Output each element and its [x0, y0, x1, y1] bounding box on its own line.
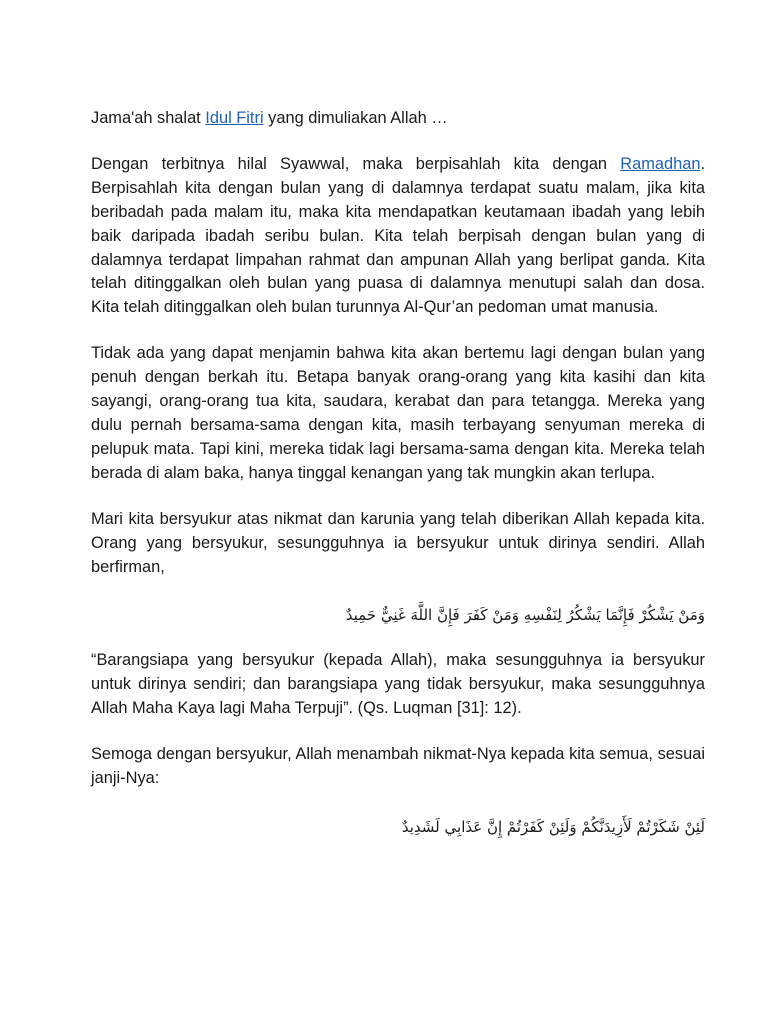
paragraph-2: Tidak ada yang dapat menjamin bahwa kita akan bertemu lagi dengan bulan yang penuh dengan berkah itu. Betapa banyak orang-orang yang kita kasihi dan kita sayangi, orang-orang tua kita, saudara, kerabat dan para tetangga. Mereka yang dulu pernah bersama-sama dengan kita, masih terbayang senyuman mereka di pelupuk mata. Tapi kini, mereka tidak lagi bersama-sama dengan kita. Mereka telah berada di alam baka, hanya tinggal kenangan yang tak mungkin akan terlupa. — [91, 344, 705, 482]
idul-fitri-link[interactable]: Idul Fitri — [205, 109, 264, 127]
ramadhan-link[interactable]: Ramadhan — [620, 154, 701, 173]
arabic-verse-2: لَئِنْ شَكَرْتُمْ لَأَزِيدَنَّكُمْ وَلَئِنْ كَفَرْتُمْ إِنَّ عَذَابِي لَشَدِيدٌ — [401, 817, 705, 836]
arabic-verse-1: وَمَنْ يَشْكُرْ فَإِنَّمَا يَشْكُرُ لِنَفْسِهِ وَمَنْ كَفَرَ فَإِنَّ اللَّهَ غَنِيٌّ حَمِيدٌ — [345, 606, 705, 625]
paragraph-1-suffix: . Berpisahlah kita dengan bulan yang di dalamnya terdapat suatu malam, jika kita beribadah pada malam itu, maka kita mendapatkan keutamaan ibadah yang lebih baik daripada ibadah seribu bulan. Kita telah berpisah dengan bulan yang di dalamnya terdapat limpahan rahmat dan ampunan Allah yang berlipat ganda. Kita telah ditinggalkan oleh bulan yang puasa di dalamnya menutupi salah dan dosa. Kita telah ditinggalkan oleh bulan turunnya Al-Qur’an pedoman umat manusia. — [91, 154, 705, 317]
paragraph-1-prefix: Dengan terbitnya hilal Syawwal, maka berpisahlah kita dengan — [91, 154, 621, 173]
paragraph-3: Mari kita bersyukur atas nikmat dan karunia yang telah diberikan Allah kepada kita. Orang yang bersyukur, sesungguhnya ia bersyukur untuk dirinya sendiri. Allah berfirman, — [91, 509, 705, 576]
paragraph-5: Semoga dengan bersyukur, Allah menambah nikmat-Nya kepada kita semua, sesuai janji-Nya: — [91, 745, 705, 788]
opening-suffix: yang dimuliakan Allah … — [263, 109, 448, 127]
paragraph-4: “Barangsiapa yang bersyukur (kepada Allah), maka sesungguhnya ia bersyukur untuk dirinya sendiri; dan barangsiapa yang tidak bersyukur, maka sesungguhnya Allah Maha Kaya lagi Maha Terpuji”. (Qs. Luqman [31]: 12). — [91, 651, 705, 718]
opening-line — [91, 107, 705, 131]
document-body — [91, 107, 705, 861]
paragraph-1 — [91, 153, 705, 320]
opening-prefix: Jama'ah shalat — [91, 109, 206, 127]
